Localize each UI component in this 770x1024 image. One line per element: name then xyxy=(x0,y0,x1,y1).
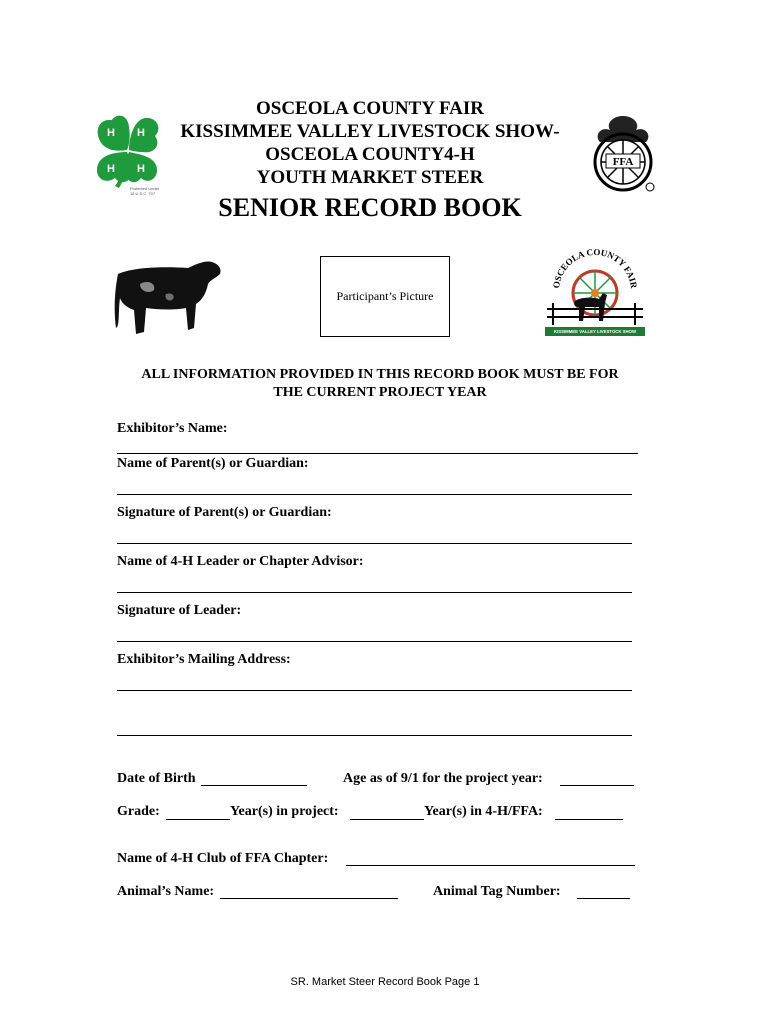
age-field[interactable] xyxy=(560,785,634,786)
record-book-title: SENIOR RECORD BOOK xyxy=(218,193,522,222)
date-of-birth-label: Date of Birth xyxy=(117,771,196,786)
svg-text:H: H xyxy=(107,127,115,139)
mailing-address-label: Exhibitor’s Mailing Address: xyxy=(117,652,291,667)
years-in-4h-ffa-field[interactable] xyxy=(555,819,623,820)
age-label: Age as of 9/1 for the project year: xyxy=(343,771,543,786)
svg-text:H: H xyxy=(137,163,145,175)
grade-label: Grade: xyxy=(117,804,160,819)
years-in-project-label: Year(s) in project: xyxy=(230,804,339,819)
svg-text:H: H xyxy=(137,127,145,139)
parent-signature-field[interactable] xyxy=(117,543,632,544)
participant-picture-box[interactable] xyxy=(320,256,450,337)
date-of-birth-field[interactable] xyxy=(201,785,307,786)
title-line-3: OSCEOLA COUNTY4-H xyxy=(265,144,475,165)
leader-signature-label: Signature of Leader: xyxy=(117,603,242,618)
notice-line-1: ALL INFORMATION PROVIDED IN THIS RECORD BOOK MUST BE FOR xyxy=(141,367,619,382)
osceola-county-fair-logo xyxy=(545,243,645,339)
club-chapter-field[interactable] xyxy=(346,865,635,866)
years-in-project-field[interactable] xyxy=(350,819,424,820)
animal-name-label: Animal’s Name: xyxy=(117,884,215,899)
current-year-notice xyxy=(112,366,648,402)
title-line-2: KISSIMMEE VALLEY LIVESTOCK SHOW- xyxy=(180,121,560,142)
mailing-address-field-line-2[interactable] xyxy=(117,735,632,736)
exhibitor-name-field[interactable] xyxy=(117,453,638,454)
participant-picture-label: Participant’s Picture xyxy=(336,289,434,303)
leader-name-label: Name of 4-H Leader or Chapter Advisor: xyxy=(117,554,364,569)
animal-name-field[interactable] xyxy=(220,898,398,899)
4h-emblem-caption: Protected Under 18 U.S.C. 707 xyxy=(130,186,160,196)
svg-text:H: H xyxy=(107,163,115,175)
club-chapter-label: Name of 4-H Club of FFA Chapter: xyxy=(117,851,329,866)
mailing-address-field-line-1[interactable] xyxy=(117,690,632,691)
ffa-letters: FFA xyxy=(612,156,634,168)
page-footer: SR. Market Steer Record Book Page 1 xyxy=(290,976,480,988)
parent-name-label: Name of Parent(s) or Guardian: xyxy=(117,456,309,471)
title-line-1: OSCEOLA COUNTY FAIR xyxy=(255,98,485,119)
title-line-4: YOUTH MARKET STEER xyxy=(256,167,484,188)
leader-name-field[interactable] xyxy=(117,592,632,593)
fair-title-block xyxy=(170,97,570,189)
parent-signature-label: Signature of Parent(s) or Guardian: xyxy=(117,505,332,520)
leader-signature-field[interactable] xyxy=(117,641,632,642)
parent-name-field[interactable] xyxy=(117,494,632,495)
animal-tag-label: Animal Tag Number: xyxy=(433,884,561,899)
steer-image xyxy=(110,254,226,338)
fair-logo-banner-text: KISSIMMEE VALLEY LIVESTOCK SHOW xyxy=(553,329,637,334)
fair-logo-arc-text: OSCEOLA COUNTY FAIR xyxy=(551,246,639,289)
years-in-4h-ffa-label: Year(s) in 4-H/FFA: xyxy=(424,804,543,819)
animal-tag-field[interactable] xyxy=(577,898,630,899)
exhibitor-name-label: Exhibitor’s Name: xyxy=(117,421,228,436)
notice-line-2: THE CURRENT PROJECT YEAR xyxy=(273,385,487,400)
grade-field[interactable] xyxy=(166,819,230,820)
ffa-emblem-logo xyxy=(590,114,656,194)
